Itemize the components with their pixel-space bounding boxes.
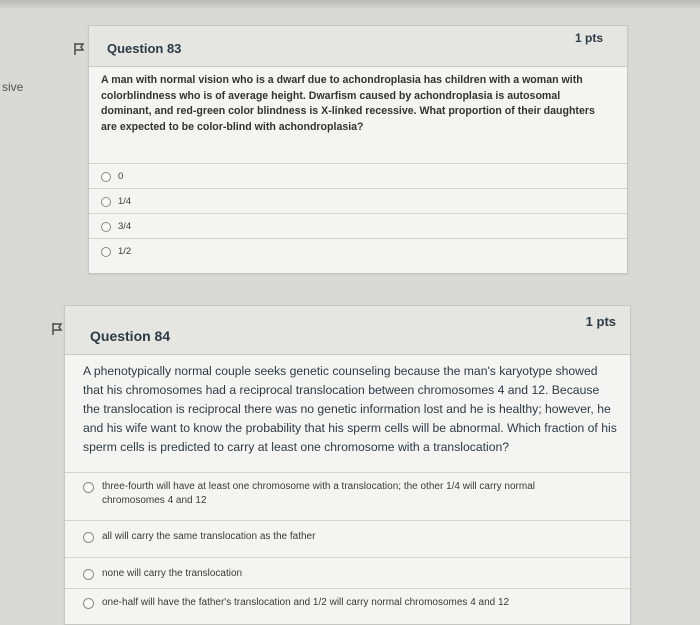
answer-option[interactable] — [65, 520, 630, 553]
answer-label: none will carry the translocation — [102, 568, 243, 579]
question-card-84 — [64, 305, 631, 625]
answer-label: 1/4 — [118, 196, 132, 207]
flag-question-83-icon[interactable] — [72, 42, 86, 56]
answer-label: 3/4 — [118, 221, 132, 232]
answer-option[interactable] — [89, 188, 627, 214]
answer-option[interactable] — [65, 472, 630, 520]
flag-question-84-icon[interactable] — [50, 322, 64, 336]
answer-label: 1/2 — [118, 246, 132, 257]
question-points: 1 pts — [585, 314, 616, 329]
answer-label: all will carry the same translocation as the father — [102, 531, 316, 542]
question-card-83 — [88, 25, 628, 274]
question-points: 1 pts — [574, 31, 603, 45]
answer-option[interactable] — [65, 557, 630, 590]
answer-option[interactable] — [89, 238, 627, 264]
radio-button[interactable] — [83, 532, 94, 543]
radio-button[interactable] — [101, 222, 111, 232]
answer-option[interactable] — [89, 163, 627, 189]
question-text: A man with normal vision who is a dwarf due to achondroplasia has children with a woman with colorblindness who is of average height. Dwarfism caused by achondroplasia is autosomal dominant, and red-green color blindness is X-linked recessive. What proportion of their daughters are expected to be color-blind with achondroplasia? — [101, 74, 595, 133]
answer-label: 0 — [118, 171, 124, 182]
radio-button[interactable] — [83, 569, 94, 580]
radio-button[interactable] — [101, 172, 111, 182]
question-text: A phenotypically normal couple seeks genetic counseling because the man's karyotype showed that his chromosomes had a reciprocal translocation between chromosomes 4 and 12. Because the translocation is reciprocal there was no genetic information lost and he is healthy; however, he and his wife want to know the probability that his sperm cells will be abnormal. Which fraction of his sperm cells is predicted to carry at least one chromosome with a translocation? — [83, 364, 617, 454]
question-title: Question 83 — [107, 41, 182, 56]
sidebar-partial-label: sive — [2, 80, 24, 94]
question-title: Question 84 — [90, 328, 171, 344]
browser-top-strip — [0, 0, 700, 8]
radio-button[interactable] — [101, 197, 111, 207]
radio-button[interactable] — [83, 482, 94, 493]
answer-label: three-fourth will have at least one chromosome with a translocation; the other 1/4 will carry normal chromosomes 4 and 12 — [102, 481, 535, 506]
answer-label: one-half will have the father's translocation and 1/2 will carry normal chromosomes 4 and 12 — [102, 597, 510, 608]
answer-option[interactable] — [89, 213, 627, 239]
radio-button[interactable] — [83, 598, 94, 609]
radio-button[interactable] — [101, 247, 111, 257]
